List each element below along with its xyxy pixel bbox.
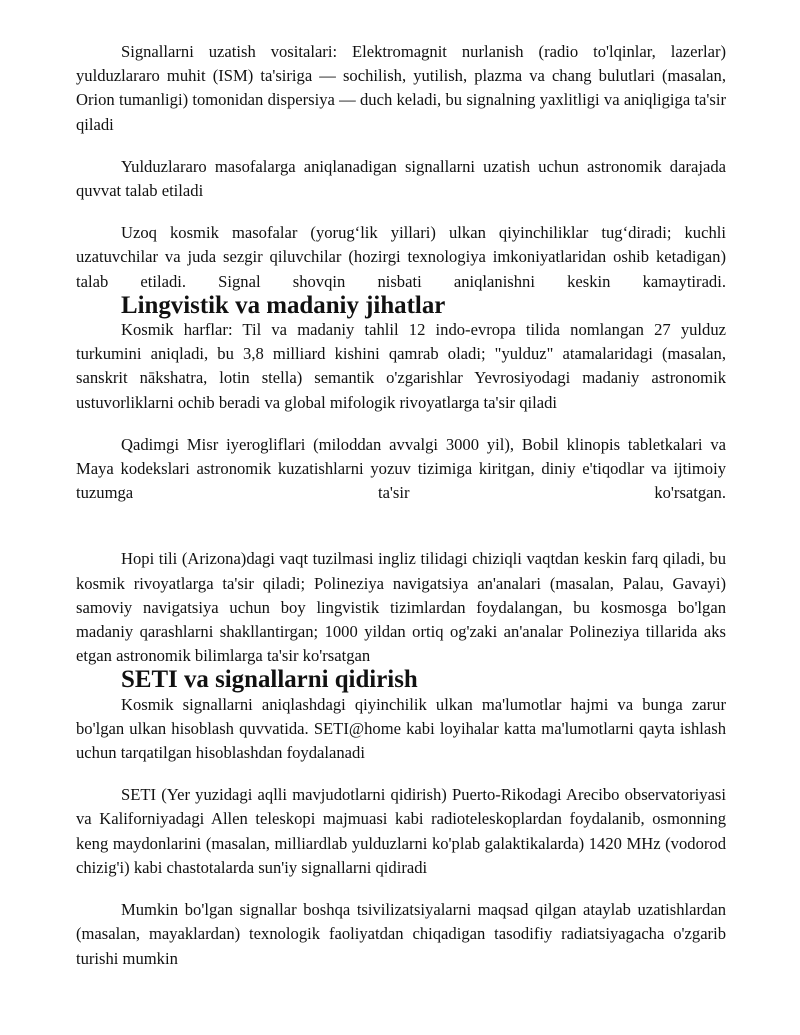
paragraph-possible-signals: Mumkin bo'lgan signallar boshqa tsivilizatsiyalarni maqsad qilgan ataylab uzatishlardan (masalan, mayaklardan) texnologik faoliyatdan chiqadigan tasodifiy radiatsiyagacha o'zgarib turishi mumkin [76,900,726,968]
section-title-seti: SETI va signallarni qidirish [121,666,418,694]
paragraph-hopi-polynesia: Hopi tili (Arizona)dagi vaqt tuzilmasi ingliz tilidagi chiziqli vaqtdan keskin farq qiladi, bu kosmik rivoyatlarga ta'sir qiladi; Polineziya navigatsiya an'analari (masalan, Palau, Gavayi) samoviy navigatsiya uchun boy lingvistik tizimlardan foydalangan, bu kosmosga bo'lgan madaniy qarashlarni shakllantirgan; 1000 yildan ortiq og'zaki an'analar Polineziya tillarida aks etgan astronomik bilimlarga ta'sir ko'rsatgan [76,549,726,666]
section-title-linguistic: Lingvistik va madaniy jihatlar [121,291,446,319]
paragraph-cosmic-distances: Uzoq kosmik masofalar (yorug‘lik yillari) ulkan qiyinchiliklar tug‘diradi; kuchli uzatuvchilar va juda sezgir qiluvchilar (hozirgi texnologiya imkoniyatlaridan oshib ketadigan) talab etiladi. Signal shovqin nisbati aniqlanishni keskin kamaytiradi. [76,223,726,291]
paragraph-cosmic-letters: Kosmik harflar: Til va madaniy tahlil 12 indo-evropa tilida nomlangan 27 yulduz turkumini aniqladi, bu 3,8 milliard kishini qamrab oladi; "yulduz" atamalaridagi (masalan, sanskrit nākshatra, lotin stella) semantik o'zgarishlar Yevrosiyodagi madaniy astronomik ustuvorliklarni ochib beradi va global mifologik rivoyatlarga ta'sir qiladi [76,320,726,412]
paragraph-signal-transmission: Signallarni uzatish vositalari: Elektromagnit nurlanish (radio to'lqinlar, lazerlar) yulduzlararo muhit (ISM) ta'siriga — sochilish, yutilish, plazma va chang bulutlari (masalan, Orion tumanligi) tomonidan dispersiya — duch keladi, bu signalning yaxlitligi va aniqligiga ta'sir qiladi [76,42,726,134]
paragraph-ancient-scripts: Qadimgi Misr iyerogliflari (miloddan avvalgi 3000 yil), Bobil klinopis tabletkalari va Maya kodekslari astronomik kuzatishlarni yozuv tizimiga kiritgan, diniy e'tiqodlar va ijtimoiy tuzumga ta'sir ko'rsatgan. [76,434,726,503]
paragraph-power-requirement: Yulduzlararo masofalarga aniqlanadigan signallarni uzatish uchun astronomik darajada quvvat talab etiladi [76,156,726,201]
paragraph-data-volume: Kosmik signallarni aniqlashdagi qiyinchilik ulkan ma'lumotlar hajmi va bunga zarur bo'lgan ulkan hisoblash quvvatida. SETI@home kabi loyihalar katta ma'lumotlarni qayta ishlash uchun tarqatilgan hisoblashdan foydalanadi [76,694,726,763]
paragraph-seti-radio-telescopes: SETI (Yer yuzidagi aqlli mavjudotlarni qidirish) Puerto-Rikodagi Arecibo observatoriyasi va Kaliforniyadagi Allen teleskopi majmuasi kabi radioteleskoplardan foydalanib, osmonning keng maydonlarini (masalan, milliardlab yulduzlarni ko'plab galaktikalarda) 1420 MHz (vodorod chizig'i) kabi chastotalarda sun'iy signallarni qidiradi [76,785,726,877]
document-page [76,40,726,971]
